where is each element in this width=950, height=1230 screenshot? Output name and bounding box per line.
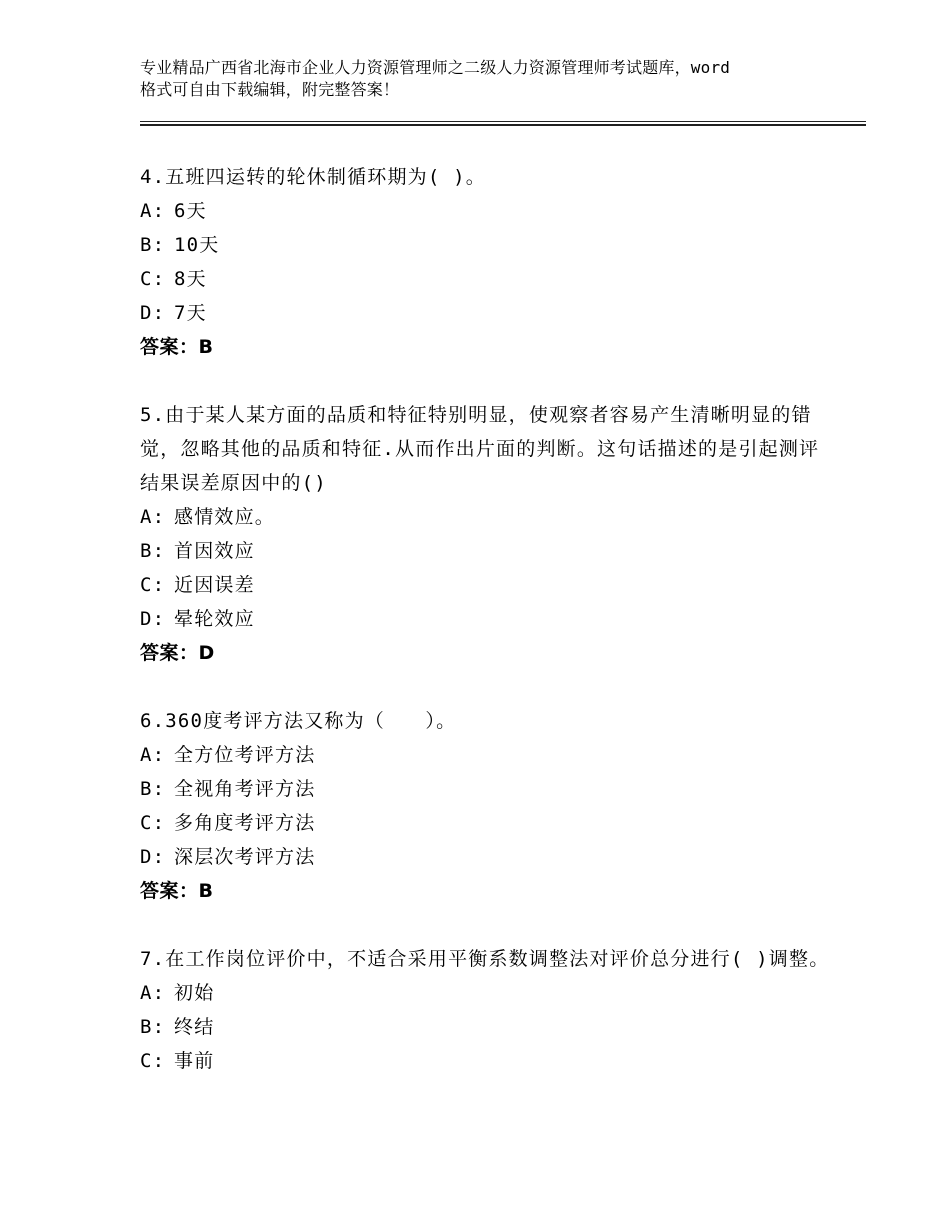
option-c <box>140 568 830 602</box>
option-text: 6天 <box>174 200 207 222</box>
option-text: 感情效应。 <box>174 506 276 528</box>
option-letter: C: <box>140 574 166 596</box>
option-letter: B: <box>140 1016 166 1038</box>
question-stem: 6.360度考评方法又称为（ ）。 <box>140 710 457 732</box>
option-letter: A: <box>140 200 166 222</box>
option-c <box>140 806 830 840</box>
option-letter: A: <box>140 506 166 528</box>
option-letter: C: <box>140 812 166 834</box>
option-letter: B: <box>140 540 166 562</box>
question-list <box>140 160 830 1078</box>
document-header <box>140 57 840 101</box>
option-a <box>140 500 830 534</box>
option-letter: D: <box>140 302 166 324</box>
option-text: 多角度考评方法 <box>174 812 316 834</box>
option-text: 初始 <box>174 982 215 1004</box>
option-letter: B: <box>140 778 166 800</box>
option-a <box>140 976 830 1010</box>
option-b <box>140 534 830 568</box>
option-letter: D: <box>140 846 166 868</box>
question-6 <box>140 704 830 908</box>
answer-label: 答案：D <box>140 642 215 664</box>
option-b <box>140 228 830 262</box>
question-stem: 4.五班四运转的轮休制循环期为( )。 <box>140 166 486 188</box>
option-text: 7天 <box>174 302 207 324</box>
question-stem: 7.在工作岗位评价中，不适合采用平衡系数调整法对评价总分进行( )调整。 <box>140 948 830 970</box>
option-text: 10天 <box>174 234 220 256</box>
header-line-1: 专业精品广西省北海市企业人力资源管理师之二级人力资源管理师考试题库，word <box>140 58 731 77</box>
option-b <box>140 772 830 806</box>
option-text: 全方位考评方法 <box>174 744 316 766</box>
question-5 <box>140 398 830 670</box>
option-b <box>140 1010 830 1044</box>
option-d <box>140 840 830 874</box>
option-letter: D: <box>140 608 166 630</box>
option-text: 全视角考评方法 <box>174 778 316 800</box>
option-letter: B: <box>140 234 166 256</box>
option-a <box>140 194 830 228</box>
option-text: 近因误差 <box>174 574 255 596</box>
question-7 <box>140 942 830 1078</box>
answer-label: 答案：B <box>140 880 214 902</box>
option-c <box>140 262 830 296</box>
option-text: 事前 <box>174 1050 215 1072</box>
option-letter: A: <box>140 982 166 1004</box>
option-d <box>140 296 830 330</box>
option-letter: A: <box>140 744 166 766</box>
option-letter: C: <box>140 1050 166 1072</box>
header-divider-bottom <box>140 124 866 126</box>
option-text: 首因效应 <box>174 540 255 562</box>
option-text: 8天 <box>174 268 207 290</box>
header-divider-top <box>140 121 866 122</box>
question-stem: 5.由于某人某方面的品质和特征特别明显，使观察者容易产生清晰明显的错觉，忽略其他的品质和特征.从而作出片面的判断。这句话描述的是引起测评结果误差原因中的() <box>140 404 820 494</box>
option-text: 晕轮效应 <box>174 608 255 630</box>
header-line-2: 格式可自由下载编辑，附完整答案！ <box>140 80 400 99</box>
option-c <box>140 1044 830 1078</box>
option-d <box>140 602 830 636</box>
question-4 <box>140 160 830 364</box>
answer-label: 答案：B <box>140 336 214 358</box>
option-a <box>140 738 830 772</box>
option-text: 深层次考评方法 <box>174 846 316 868</box>
option-text: 终结 <box>174 1016 215 1038</box>
option-letter: C: <box>140 268 166 290</box>
